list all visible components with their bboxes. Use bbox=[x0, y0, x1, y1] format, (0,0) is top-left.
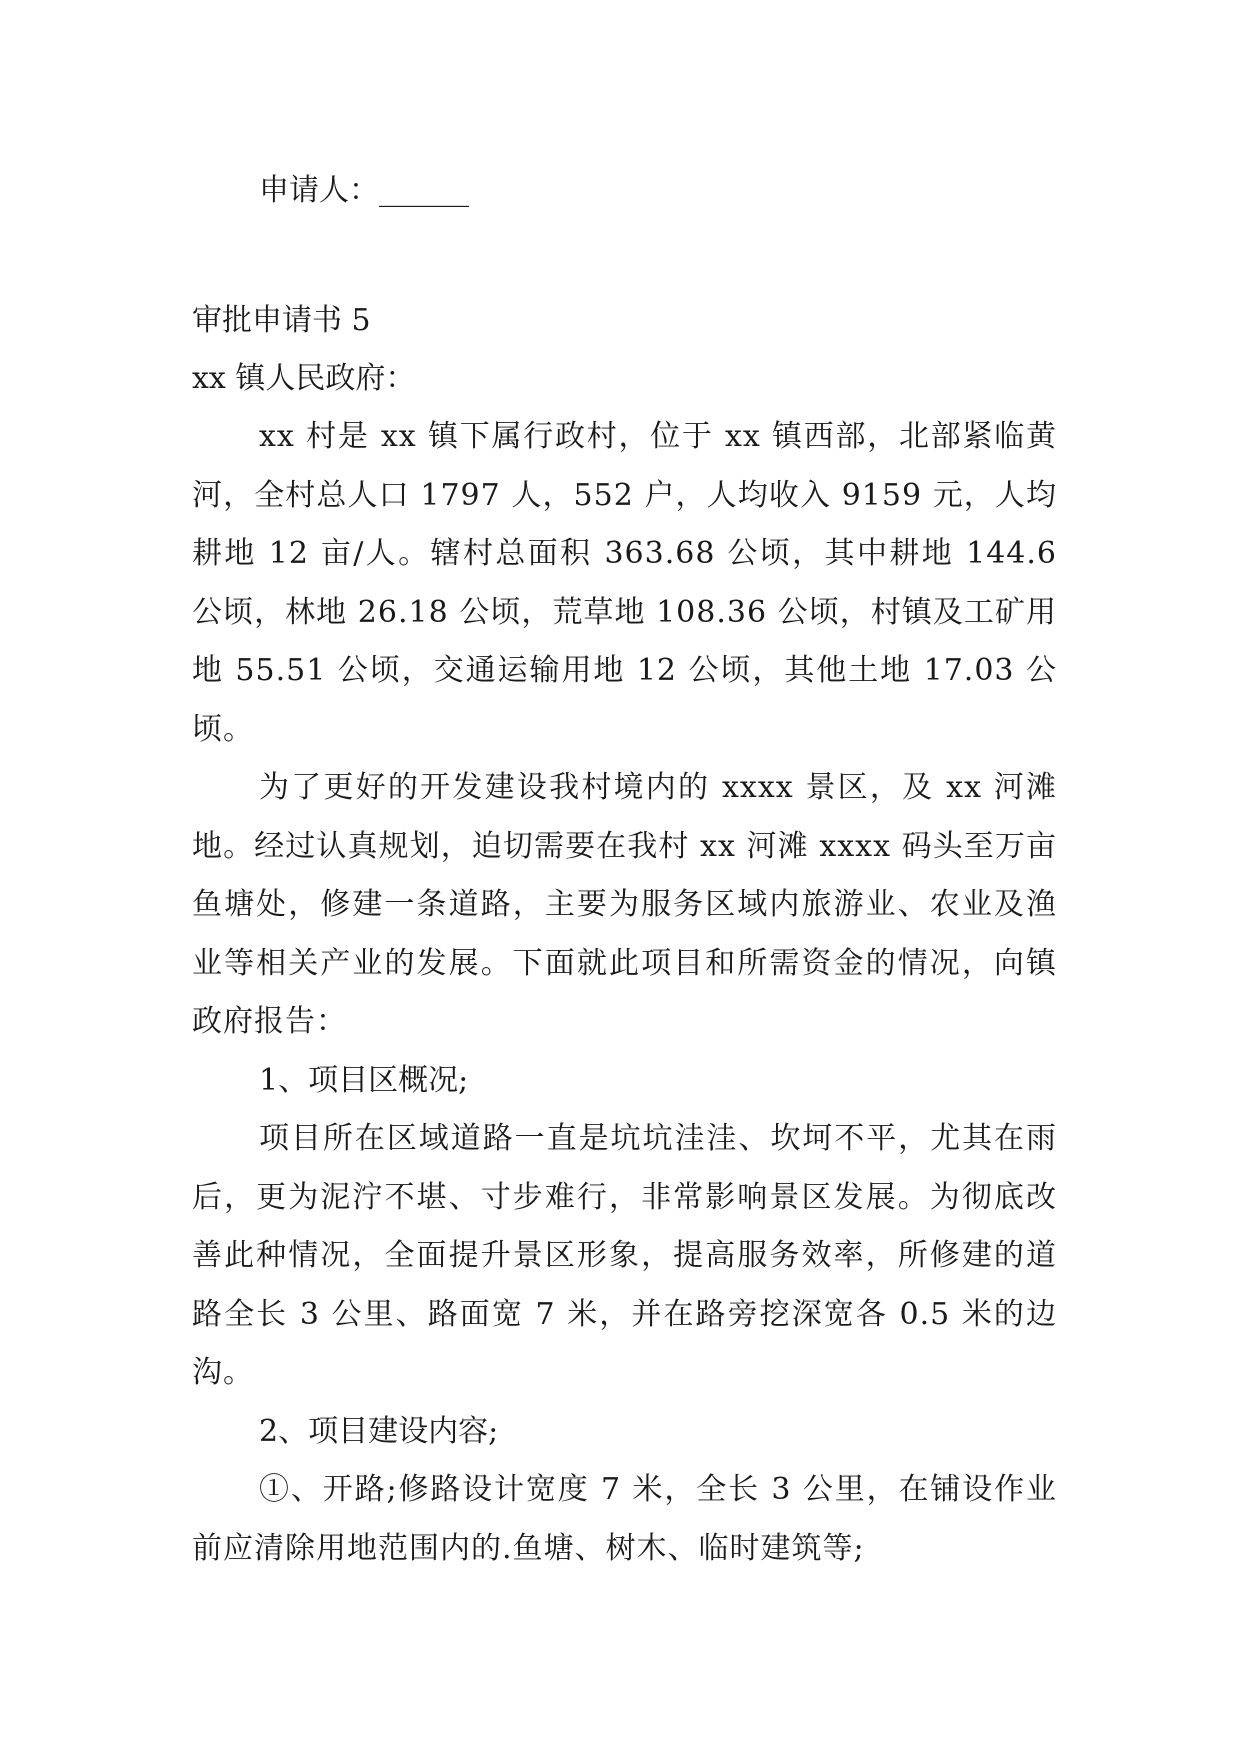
paragraph-project-purpose: 为了更好的开发建设我村境内的 xxxx 景区，及 xx 河滩地。经过认真规划，迫切需要在我村 xx 河滩 xxxx 码头至万亩鱼塘处，修建一条道路，主要为服务区域内旅游业、农业及渔业等相关产业的发展。下面就此项目和所需资金的情况，向镇政府报告： bbox=[192, 770, 1057, 1039]
section-heading-project-area: 1、项目区概况; bbox=[259, 1062, 469, 1098]
section-heading-construction-content: 2、项目建设内容; bbox=[259, 1413, 499, 1449]
paragraph-project-area: 项目所在区域道路一直是坑坑洼洼、坎坷不平，尤其在雨后，更为泥泞不堪、寸步难行，非常影响景区发展。为彻底改善此种情况，全面提升景区形象，提高服务效率，所修建的道路全长 3 公里、路面宽 7 米，并在路旁挖深宽各 0.5 米的边沟。 bbox=[192, 1121, 1057, 1390]
document-body bbox=[192, 162, 1057, 1578]
document-title: 审批申请书 5 bbox=[192, 303, 371, 338]
salutation: xx 镇人民政府： bbox=[192, 361, 416, 396]
paragraph-village-overview: xx 村是 xx 镇下属行政村，位于 xx 镇西部，北部紧临黄河，全村总人口 1797 人，552 户，人均收入 9159 元，人均耕地 12 亩/人。辖村总面积 363.68 公顷，其中耕地 144.6 公顷，林地 26.18 公顷，荒草地 108.36 公顷，村镇及工矿用地 55.51 公顷，交通运输用地 12 公顷，其他土地 17.03 公顷。 bbox=[192, 419, 1057, 747]
paragraph-road-opening: ①、开路;修路设计宽度 7 米，全长 3 公里，在铺设作业前应清除用地范围内的.鱼塘、树木、临时建筑等; bbox=[192, 1472, 1057, 1566]
applicant-signature-line: 申请人：______ bbox=[259, 173, 469, 208]
